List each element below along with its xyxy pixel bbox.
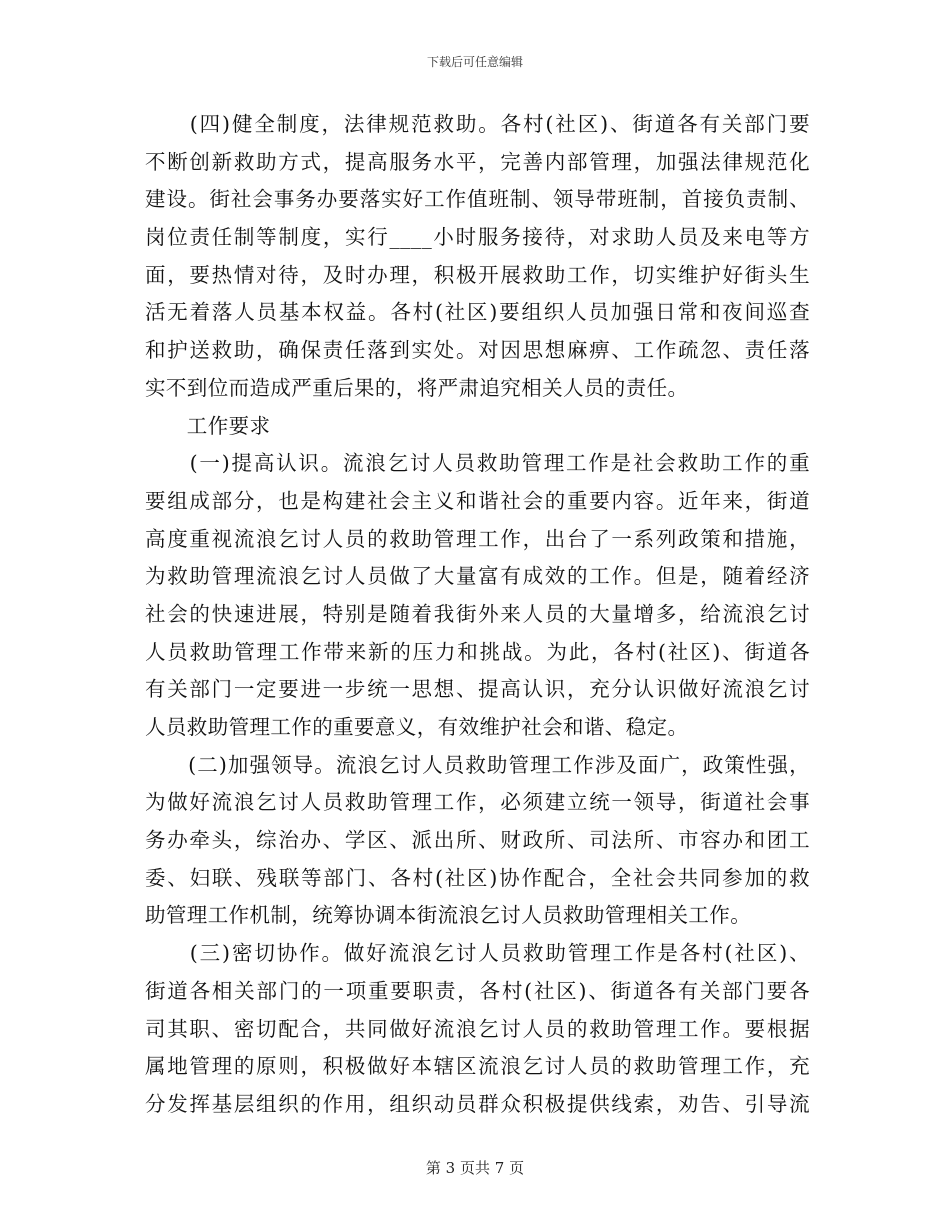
body-line: 委、妇联、残联等部门、各村(社区)协作配合，全社会共同参加的救 — [145, 865, 810, 890]
body-line: 面，要热情对待，及时办理，积极开展救助工作，切实维护好街头生 — [145, 262, 810, 287]
body-line: 活无着落人员基本权益。各村(社区)要组织人员加强日常和夜间巡查 — [145, 300, 810, 325]
body-line: 务办牵头，综治办、学区、派出所、财政所、司法所、市容办和团工 — [145, 828, 810, 853]
body-line: 要组成部分，也是构建社会主义和谐社会的重要内容。近年来，街道 — [145, 488, 810, 513]
body-line: 实不到位而造成严重后果的，将严肃追究相关人员的责任。 — [145, 375, 689, 400]
body-line: 不断创新救助方式，提高服务水平，完善内部管理，加强法律规范化 — [145, 149, 810, 174]
body-line: 社会的快速进展，特别是随着我街外来人员的大量增多，给流浪乞讨 — [145, 601, 810, 626]
page-header-note: 下载后可任意编辑 — [426, 55, 523, 69]
page-number: 第 3 页共 7 页 — [425, 1159, 525, 1177]
document-body — [145, 106, 810, 1124]
body-line: (二)加强领导。流浪乞讨人员救助管理工作涉及面广，政策性强， — [145, 752, 810, 777]
body-line: 为救助管理流浪乞讨人员做了大量富有成效的工作。但是，随着经济 — [145, 564, 810, 589]
body-line: 分发挥基层组织的作用，组织动员群众积极提供线索，劝告、引导流 — [145, 1091, 810, 1116]
body-line: 司其职、密切配合，共同做好流浪乞讨人员的救助管理工作。要根据 — [145, 1016, 810, 1041]
body-line: 属地管理的原则，积极做好本辖区流浪乞讨人员的救助管理工作，充 — [145, 1054, 810, 1079]
body-line: 和护送救助，确保责任落到实处。对因思想麻痹、工作疏忽、责任落 — [145, 338, 810, 363]
body-line: (四)健全制度，法律规范救助。各村(社区)、街道各有关部门要 — [145, 112, 810, 136]
body-line: 助管理工作机制，统筹协调本街流浪乞讨人员救助管理相关工作。 — [145, 903, 752, 928]
body-line: 有关部门一定要进一步统一思想、提高认识，充分认识做好流浪乞讨 — [145, 677, 810, 702]
body-line: 人员救助管理工作带来新的压力和挑战。为此，各村(社区)、街道各 — [145, 639, 810, 664]
body-line: 为做好流浪乞讨人员救助管理工作，必须建立统一领导，街道社会事 — [145, 790, 810, 815]
body-line: 街道各相关部门的一项重要职责，各村(社区)、街道各有关部门要各 — [145, 978, 810, 1003]
body-line: 高度重视流浪乞讨人员的救助管理工作，出台了一系列政策和措施， — [145, 526, 810, 551]
body-line: (三)密切协作。做好流浪乞讨人员救助管理工作是各村(社区)、 — [145, 941, 810, 966]
body-line: 人员救助管理工作的重要意义，有效维护社会和谐、稳定。 — [145, 715, 689, 739]
body-line: 建设。街社会事务办要落实好工作值班制、领导带班制，首接负责制、 — [145, 187, 810, 212]
section-heading: 工作要求 — [145, 413, 271, 438]
body-line: (一)提高认识。流浪乞讨人员救助管理工作是社会救助工作的重 — [145, 451, 810, 476]
body-line: 岗位责任制等制度，实行____小时服务接待，对求助人员及来电等方 — [145, 225, 810, 250]
